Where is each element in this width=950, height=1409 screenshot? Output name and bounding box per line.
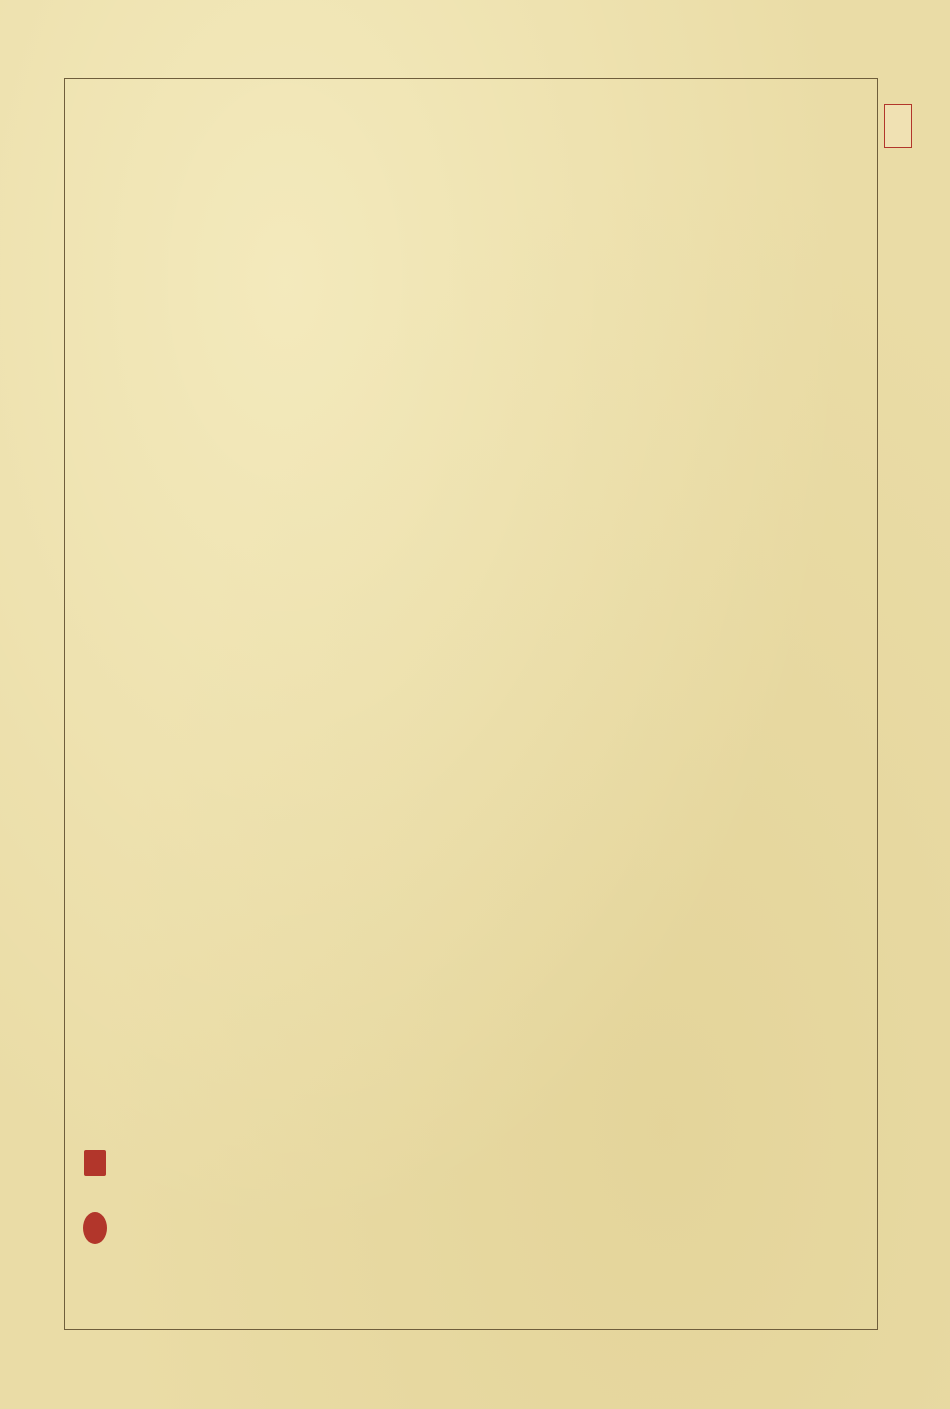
- top-seal: [884, 104, 912, 148]
- name-seal-square: [84, 1150, 106, 1176]
- name-seal-round: [83, 1212, 107, 1244]
- outer-frame: [64, 78, 878, 1330]
